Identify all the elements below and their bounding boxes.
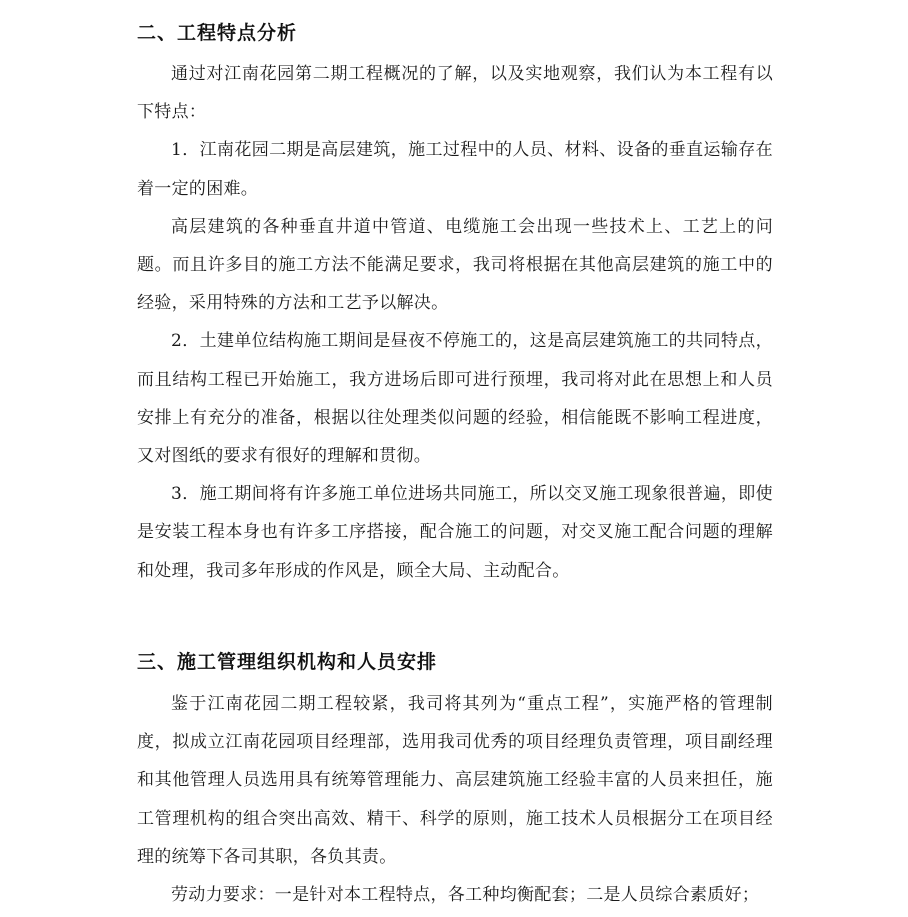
section-heading-project-features: 二、工程特点分析 (137, 22, 298, 44)
paragraph: 2．土建单位结构施工期间是昼夜不停施工的，这是高层建筑施工的共同特点，而且结构工程已开始施工，我方进场后即可进行预埋，我司将对此在思想上和人员安排上有充分的准备，根据以往处理类似问题的经验，相信能既不影响工程进度，又对图纸的要求有很好的理解和贯彻。 (137, 331, 773, 467)
section-body-management-organization (137, 685, 773, 914)
paragraph: 通过对江南花园第二期工程概况的了解，以及实地观察，我们认为本工程有以下特点： (137, 64, 773, 123)
paragraph: 劳动力要求：一是针对本工程特点，各工种均衡配套；二是人员综合素质好； (171, 885, 760, 906)
section-body-project-features (137, 55, 773, 590)
paragraph: 1．江南花园二期是高层建筑，施工过程中的人员、材料、设备的垂直运输存在着一定的困难。 (137, 140, 773, 199)
paragraph: 鉴于江南花园二期工程较紧，我司将其列为“重点工程”，实施严格的管理制度，拟成立江南花园项目经理部，选用我司优秀的项目经理负责管理，项目副经理和其他管理人员选用具有统筹管理能力、高层建筑施工经验丰富的人员来担任，施工管理机构的组合突出高效、精干、科学的原则，施工技术人员根据分工在项目经理的统筹下各司其职，各负其责。 (137, 694, 773, 867)
paragraph: 高层建筑的各种垂直井道中管道、电缆施工会出现一些技术上、工艺上的问题。而且许多目的施工方法不能满足要求，我司将根据在其他高层建筑的施工中的经验，采用特殊的方法和工艺予以解决。 (137, 216, 773, 314)
paragraph: 3．施工期间将有许多施工单位进场共同施工，所以交叉施工现象很普遍，即使是安装工程本身也有许多工序搭接，配合施工的问题，对交叉施工配合问题的理解和处理，我司多年形成的作风是，顾全大局、主动配合。 (137, 484, 773, 581)
section-heading-management-organization: 三、施工管理组织机构和人员安排 (137, 651, 438, 673)
